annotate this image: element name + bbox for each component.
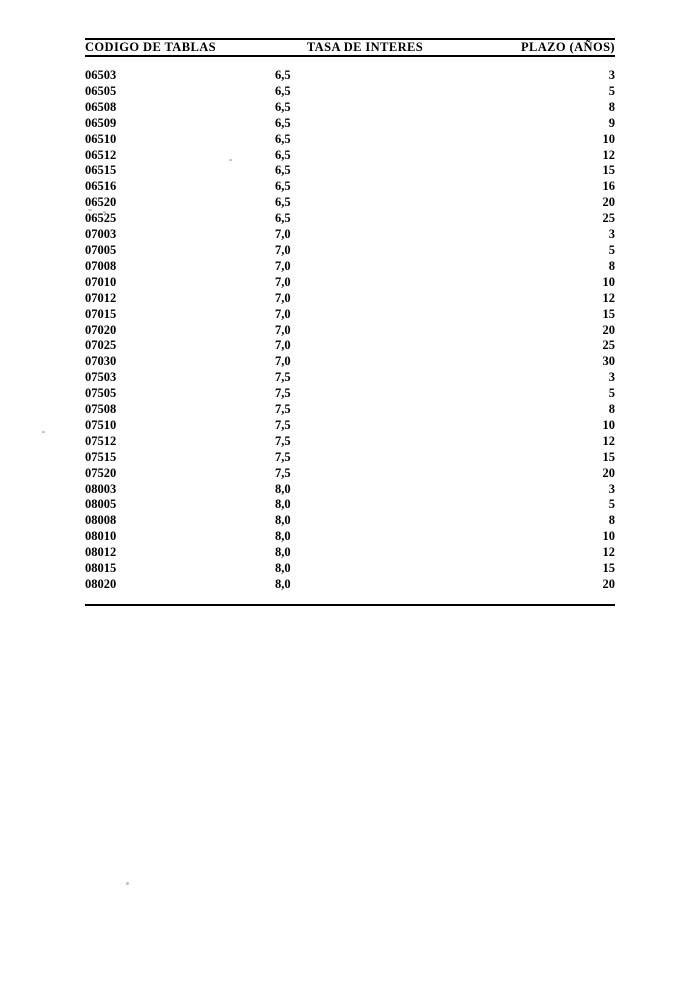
cell-codigo: 06509 — [85, 115, 117, 130]
spacer-cell — [85, 593, 275, 604]
table-row — [85, 211, 615, 227]
cell-plazo: 20 — [602, 465, 615, 480]
cell-tasa: 8,0 — [275, 513, 291, 528]
table-row — [85, 195, 615, 211]
cell-codigo: 08003 — [85, 481, 117, 496]
cell-codigo: 07003 — [85, 227, 117, 242]
cell-plazo: 5 — [608, 83, 615, 98]
cell-tasa: 7,0 — [275, 322, 291, 337]
cell-codigo: 06508 — [85, 99, 117, 114]
cell-plazo: 12 — [602, 545, 615, 560]
cell-codigo: 07030 — [85, 354, 117, 369]
table-row — [85, 227, 615, 243]
cell-plazo: 5 — [608, 242, 615, 257]
table-row — [85, 402, 615, 418]
cell-plazo: 10 — [602, 529, 615, 544]
cell-codigo: 07515 — [85, 449, 117, 464]
cell-plazo: 10 — [602, 131, 615, 146]
table-header-row — [85, 40, 615, 55]
interest-rate-table — [85, 38, 615, 606]
cell-tasa: 7,5 — [275, 402, 291, 417]
table-spacer-row — [85, 57, 615, 68]
cell-plazo: 8 — [608, 99, 615, 114]
cell-codigo: 08015 — [85, 561, 117, 576]
cell-codigo: 06505 — [85, 83, 117, 98]
table-row — [85, 68, 615, 84]
cell-tasa: 6,5 — [275, 68, 291, 82]
table-row — [85, 275, 615, 291]
cell-plazo: 9 — [608, 115, 615, 130]
cell-codigo: 08008 — [85, 513, 117, 528]
cell-plazo: 8 — [608, 513, 615, 528]
cell-plazo: 15 — [602, 163, 615, 178]
cell-plazo: 15 — [602, 449, 615, 464]
table-row — [85, 434, 615, 450]
cell-plazo: 20 — [602, 577, 615, 591]
cell-plazo: 12 — [602, 147, 615, 162]
cell-plazo: 5 — [608, 386, 615, 401]
table-row — [85, 179, 615, 195]
cell-codigo: 08012 — [85, 545, 117, 560]
cell-codigo: 07510 — [85, 417, 117, 432]
table-row — [85, 577, 615, 593]
cell-plazo: 30 — [602, 354, 615, 369]
cell-codigo: 07520 — [85, 465, 117, 480]
spacer-cell — [455, 593, 615, 604]
cell-codigo: 07005 — [85, 242, 117, 257]
cell-tasa: 7,0 — [275, 306, 291, 321]
cell-tasa: 6,5 — [275, 99, 291, 114]
cell-codigo: 07008 — [85, 258, 117, 273]
table-row — [85, 513, 615, 529]
table-row — [85, 338, 615, 354]
table-row — [85, 497, 615, 513]
cell-codigo: 06516 — [85, 179, 117, 194]
cell-tasa: 6,5 — [275, 195, 291, 210]
spacer-cell — [455, 57, 615, 68]
page-speck — [126, 882, 129, 885]
cell-plazo: 20 — [602, 195, 615, 210]
cell-tasa: 7,0 — [275, 338, 291, 353]
table-row — [85, 529, 615, 545]
cell-codigo: 07503 — [85, 370, 117, 385]
cell-codigo: 07508 — [85, 402, 117, 417]
cell-tasa: 8,0 — [275, 577, 291, 591]
table-body-table — [85, 57, 615, 604]
cell-tasa: 7,0 — [275, 354, 291, 369]
cell-tasa: 6,5 — [275, 211, 291, 226]
table-row — [85, 323, 615, 339]
table-row — [85, 243, 615, 259]
table-row — [85, 370, 615, 386]
cell-plazo: 15 — [602, 561, 615, 576]
table-row — [85, 418, 615, 434]
cell-tasa: 7,0 — [275, 227, 291, 242]
spacer-cell — [85, 57, 275, 68]
cell-plazo: 8 — [608, 402, 615, 417]
cell-tasa: 7,5 — [275, 465, 291, 480]
cell-plazo: 5 — [608, 497, 615, 512]
cell-codigo: 08005 — [85, 497, 117, 512]
cell-tasa: 7,5 — [275, 449, 291, 464]
cell-codigo: 07025 — [85, 338, 117, 353]
cell-plazo: 3 — [608, 370, 615, 385]
cell-plazo: 16 — [602, 179, 615, 194]
cell-codigo: 07505 — [85, 386, 117, 401]
cell-tasa: 6,5 — [275, 83, 291, 98]
table-row — [85, 450, 615, 466]
cell-plazo: 12 — [602, 290, 615, 305]
spacer-cell — [275, 57, 455, 68]
column-header-codigo: CODIGO DE TABLAS — [85, 40, 216, 54]
cell-codigo: 07015 — [85, 306, 117, 321]
cell-codigo: 06515 — [85, 163, 117, 178]
cell-codigo: 08010 — [85, 529, 117, 544]
cell-tasa: 7,5 — [275, 370, 291, 385]
cell-tasa: 7,0 — [275, 258, 291, 273]
cell-plazo: 10 — [602, 417, 615, 432]
cell-tasa: 7,0 — [275, 290, 291, 305]
table-row — [85, 84, 615, 100]
cell-tasa: 6,5 — [275, 163, 291, 178]
cell-plazo: 15 — [602, 306, 615, 321]
cell-tasa: 7,0 — [275, 242, 291, 257]
cell-codigo: 07012 — [85, 290, 117, 305]
cell-tasa: 7,5 — [275, 386, 291, 401]
table-row — [85, 132, 615, 148]
table-row — [85, 116, 615, 132]
table-body — [85, 57, 615, 604]
cell-tasa: 6,5 — [275, 179, 291, 194]
spacer-cell — [275, 593, 455, 604]
table-row — [85, 482, 615, 498]
cell-tasa: 7,5 — [275, 433, 291, 448]
cell-codigo: 08020 — [85, 577, 117, 591]
cell-codigo: 06525 — [85, 211, 117, 226]
table-row — [85, 354, 615, 370]
cell-plazo: 20 — [602, 322, 615, 337]
cell-tasa: 6,5 — [275, 147, 291, 162]
page-speck — [42, 431, 45, 433]
cell-plazo: 8 — [608, 258, 615, 273]
table-row — [85, 386, 615, 402]
table-row — [85, 291, 615, 307]
table-row — [85, 307, 615, 323]
cell-codigo: 06503 — [85, 68, 117, 82]
table-bottom-rule — [85, 604, 615, 606]
column-header-tasa: TASA DE INTERES — [306, 40, 424, 54]
cell-tasa: 8,0 — [275, 545, 291, 560]
cell-tasa: 8,0 — [275, 529, 291, 544]
cell-tasa: 7,5 — [275, 417, 291, 432]
cell-tasa: 6,5 — [275, 131, 291, 146]
table-head — [85, 40, 615, 55]
cell-tasa: 8,0 — [275, 481, 291, 496]
cell-codigo: 07010 — [85, 274, 117, 289]
cell-plazo: 12 — [602, 433, 615, 448]
table-spacer-row — [85, 593, 615, 604]
column-header-plazo: PLAZO (AÑOS) — [520, 40, 615, 54]
cell-tasa: 7,0 — [275, 274, 291, 289]
cell-tasa: 8,0 — [275, 497, 291, 512]
table-row — [85, 466, 615, 482]
table-row — [85, 561, 615, 577]
cell-codigo: 06510 — [85, 131, 117, 146]
cell-plazo: 3 — [608, 481, 615, 496]
cell-codigo: 07020 — [85, 322, 117, 337]
cell-tasa: 8,0 — [275, 561, 291, 576]
cell-plazo: 25 — [602, 338, 615, 353]
cell-plazo: 3 — [608, 227, 615, 242]
table — [85, 40, 615, 55]
table-row — [85, 148, 615, 164]
table-row — [85, 163, 615, 179]
cell-plazo: 10 — [602, 274, 615, 289]
cell-plazo: 3 — [608, 68, 615, 82]
cell-codigo: 07512 — [85, 433, 117, 448]
cell-codigo: 06512 — [85, 147, 117, 162]
cell-tasa: 6,5 — [275, 115, 291, 130]
table-row — [85, 100, 615, 116]
table-row — [85, 545, 615, 561]
cell-codigo: 06520 — [85, 195, 117, 210]
cell-plazo: 25 — [602, 211, 615, 226]
table-row — [85, 259, 615, 275]
